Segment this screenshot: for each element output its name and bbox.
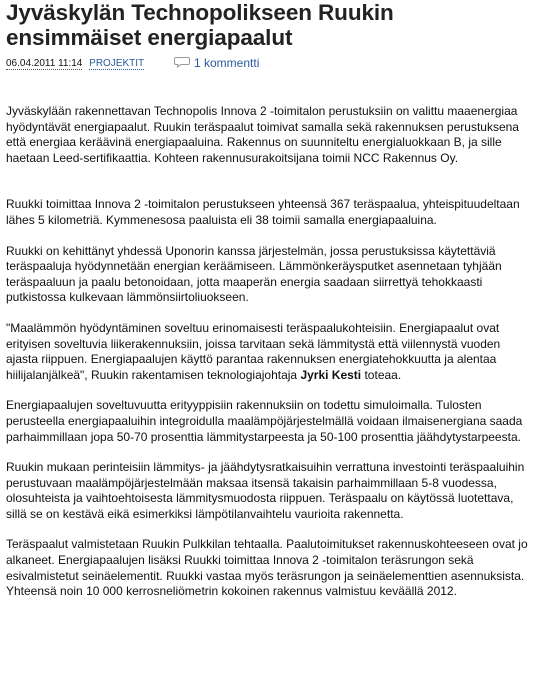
paragraph: Teräspaalut valmistetaan Ruukin Pulkkilan tehtaalla. Paalutoimitukset rakennuskohteeseen ovat jo alkaneet. Energiapaalujen lisäksi Ruukki toimittaa Innova 2 -toimitalon teräsrungon sekä esivalmistetut seinäelementit. Ruukki vastaa myös teräsrungon ja seinäelementtien asennuksista. Yhteensä noin 10 000 kerrosneliömetrin kokoinen rakennus valmistuu keväällä 2012. — [6, 537, 528, 599]
article-body — [6, 104, 534, 600]
quote-text: "Maalämmön hyödyntäminen soveltuu erinomaisesti teräspaalukohteisiin. Energiapaalut ovat erityisen soveltuvia liikerakennuksiin, joissa tarvitaan sekä lämmitystä että viilennystä vuoden ajasta riippuen. Energiapaalujen käyttö parantaa rakennuksen energiatehokkuutta ja alentaa hiilijalanjälkeä", Ruukin rakentamisen teknologiajohtaja — [6, 320, 501, 382]
article — [6, 0, 534, 615]
paragraph: Ruukki on kehittänyt yhdessä Uponorin kanssa järjestelmän, jossa perustuksissa käytettäviä teräspaaluja hyödynnetään energian keräämiseen. Lämmönkeräysputket asennetaan tyhjään teräspaaluun ja paalu betonoidaan, jotta maaperän energia saadaan siirrettyä tehokkaasti putkistossa kulkevaan lämmönsiirtoliuokseen. — [6, 243, 502, 305]
article-title: Jyväskylän Technopolikseen Ruukin ensimmäiset energiapaalut — [6, 0, 394, 50]
post-date: 06.04.2011 11:14 — [6, 58, 83, 69]
quote-paragraph — [6, 321, 534, 383]
speech-bubble-icon — [174, 56, 190, 68]
paragraph: Ruukin mukaan perinteisiin lämmitys- ja jäähdytysratkaisuihin verrattuna investointi teräspaaluihin perustuvaan maalämpöjärjestelmään maksaa itsensä takaisin parhaimmillaan 5-8 vuodessa, olosuhteista ja vaihtoehtoisesta lämmitysmuodosta riippuen. Teräspaalu on käytössä luotettava, sillä se on kestävä eikä esimerkiksi lämpötilanvaihtelu vaurioita rakennetta. — [6, 460, 525, 521]
quote-suffix: toteaa. — [361, 367, 402, 382]
comments-link[interactable] — [174, 55, 259, 71]
paragraph: Energiapaalujen soveltuvuutta erityyppisiin rakennuksiin on todettu simuloimalla. Tulosten perusteella energiapaaluihin integroidulla maalämpöjärjestelmällä voidaan ilmaisenergiana saada parhaimmillaan jopa 50-70 prosenttia lämmitystarpeesta ja 50-100 prosenttia jäähdytystarpeesta. — [6, 398, 523, 444]
meta-left — [6, 56, 144, 72]
quote-person: Jyrki Kesti — [300, 367, 362, 382]
paragraph: Ruukki toimittaa Innova 2 -toimitalon perustukseen yhteensä 367 teräspaalua, yhteispituudeltaan lähes 5 kilometriä. Kymmenesosa paaluista eli 38 toimii samalla energiapaaluina. — [6, 197, 520, 227]
category-link[interactable]: PROJEKTIT — [89, 58, 145, 69]
paragraph: Jyväskylään rakennettavan Technopolis Innova 2 -toimitalon perustuksiin on valittu maaenergiaa hyödyntävät energiapaalut. Ruukin teräspaalut toimivat samalla sekä rakennuksen perustuksena että energiaa keräävinä energiapaaluina. Rakennus on suunniteltu energialuokkaan B, ja sille haetaan Leed-sertifikaattia. Kohteen rakennusurakoitsijana toimii NCC Rakennus Oy. — [6, 104, 519, 165]
comments-count[interactable]: 1 kommentti — [194, 56, 260, 70]
article-meta — [6, 56, 534, 80]
